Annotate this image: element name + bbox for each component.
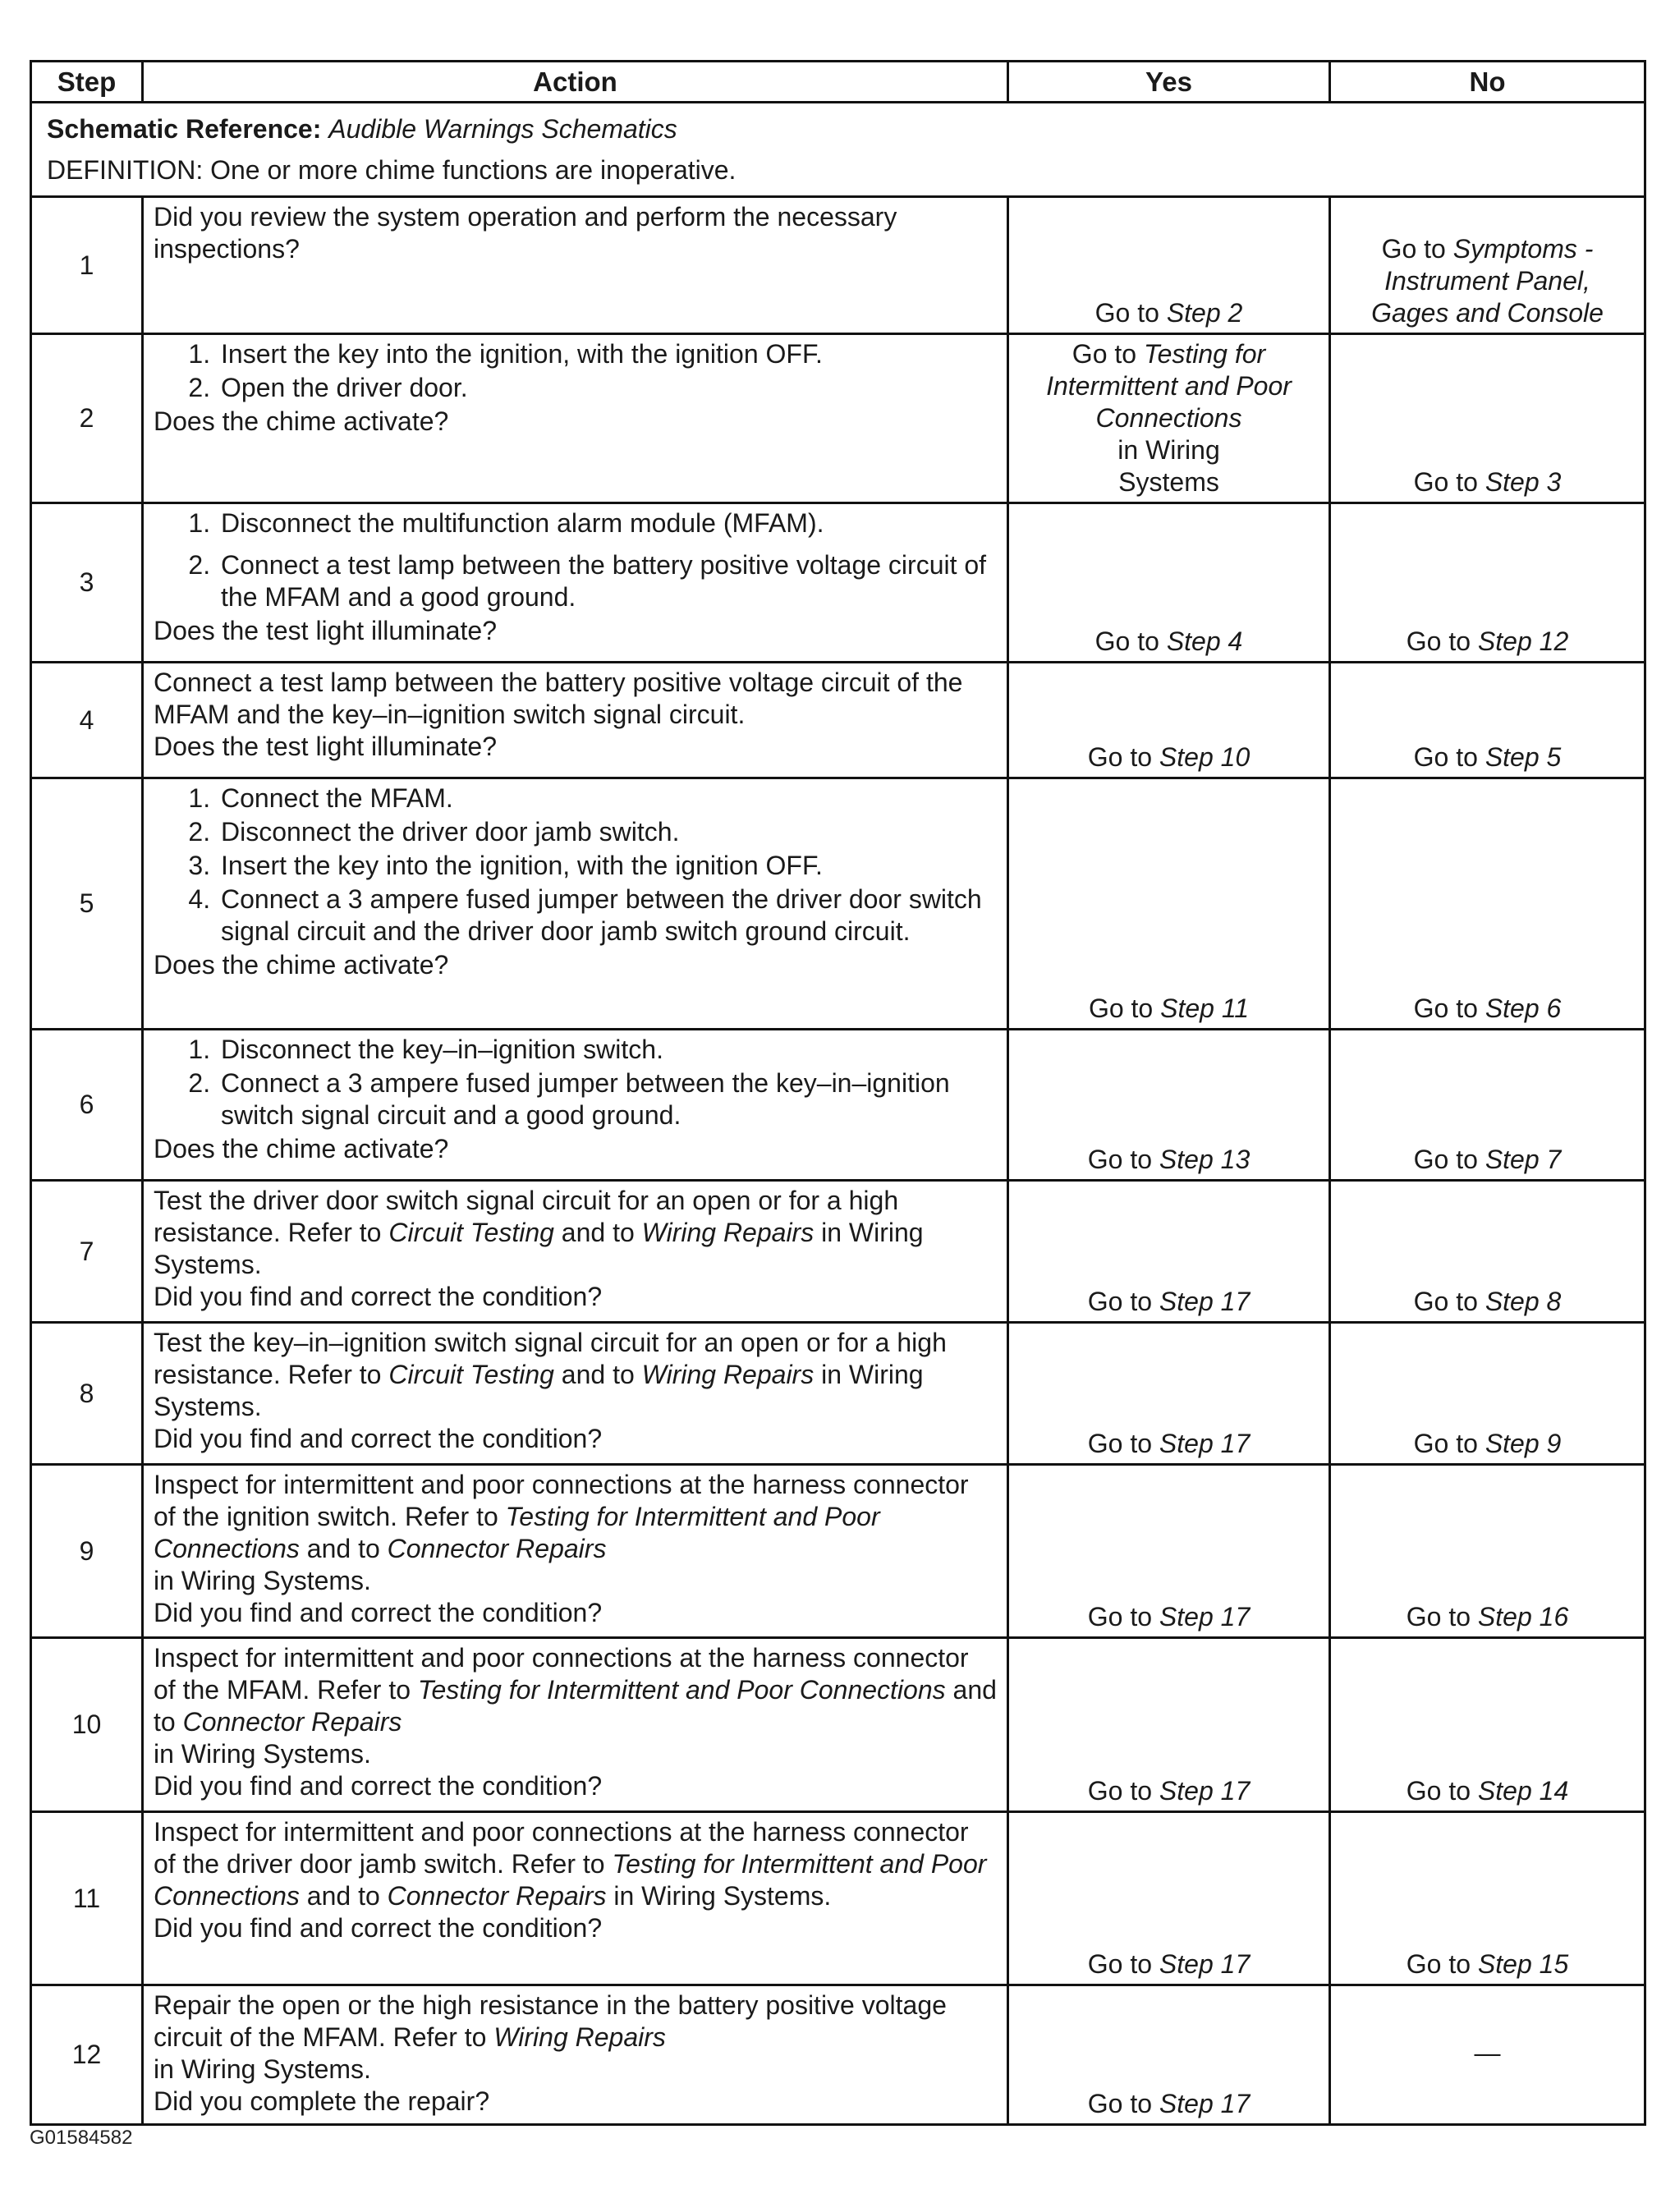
action-text: Test the driver door switch signal circuit for an open or for a high resistance. Refer to Circuit Testing and to Wiring Repairs in Wiring Systems. [154,1186,924,1279]
no-link[interactable]: Step 5 [1485,742,1562,772]
substep: 2. Disconnect the driver door jamb switch. [218,816,997,848]
action-question: Did you find and correct the condition? [154,1913,603,1943]
substep: 1. Connect the MFAM. [218,782,997,815]
yes-link[interactable]: Step 11 [1160,994,1250,1023]
yes-cell: Go to Step 17 [1008,1323,1330,1465]
no-link[interactable]: Step 6 [1485,994,1562,1023]
action-question: Does the test light illuminate? [154,616,497,645]
reference-link[interactable]: Wiring Repairs [493,2022,666,2052]
no-cell: Go to Step 16 [1330,1465,1645,1638]
yes-link[interactable]: Step 2 [1166,298,1243,328]
action-text: Inspect for intermittent and poor connections at the harness connector of the driver door jamb switch. Refer to Testing for Intermittent and Poor Connections and to Connector Repairs in Wiring Systems. [154,1817,987,1911]
action-question: Does the chime activate? [154,1134,449,1163]
definition: DEFINITION: One or more chime functions are inoperative. [47,155,737,185]
substep: 1. Disconnect the key–in–ignition switch. [218,1034,997,1066]
yes-link[interactable]: Step 10 [1159,742,1251,772]
action-cell [143,334,1008,503]
action-cell: Inspect for intermittent and poor connections at the harness connector of the ignition switch. Refer to Testing for Intermittent and Poor Connections and to Connector Repairs in Wiring Systems. Did you find and correct the condition? [143,1465,1008,1638]
no-cell: Go to Step 14 [1330,1638,1645,1812]
no-link[interactable]: Step 12 [1477,626,1569,656]
table-row [31,1985,1645,2125]
action-cell [143,1181,1008,1323]
table-row [31,778,1645,1030]
step-number: 1 [31,197,143,334]
yes-cell: Go to Step 11 [1008,778,1330,1030]
action-text: Inspect for intermittent and poor connections at the harness connector of the ignition switch. Refer to Testing for Intermittent and Poor Connections and to Connector Repairs [154,1470,969,1563]
no-cell: Go to Symptoms - Instrument Panel, Gages and Console [1330,197,1645,334]
table-row [31,1812,1645,1985]
substep: 2. Connect a 3 ampere fused jumper between the key–in–ignition switch signal circuit and a good ground. [218,1067,997,1131]
no-link[interactable]: Symptoms - [1452,234,1594,264]
figure-id: G01584582 [30,2127,133,2149]
substep: 2. Connect a test lamp between the battery positive voltage circuit of the MFAM and a good ground. [218,549,997,613]
no-link[interactable]: Step 7 [1485,1145,1562,1174]
table-row [31,1030,1645,1181]
no-link[interactable]: Step 9 [1485,1429,1562,1458]
no-link-cont[interactable]: Instrument Panel, [1384,266,1590,296]
action-cell [143,1812,1008,1985]
action-question: Does the chime activate? [154,406,449,436]
schematic-reference-cell [31,103,1645,197]
yes-link[interactable]: Step 17 [1159,1949,1251,1979]
yes-link[interactable]: Step 17 [1159,1429,1251,1458]
substep-list [154,782,997,948]
no-cell: Go to Step 7 [1330,1030,1645,1181]
table-row [31,1638,1645,1812]
action-text: Test the key–in–ignition switch signal circuit for an open or for a high resistance. Refer to Circuit Testing and to Wiring Repairs in Wiring Systems. [154,1328,947,1421]
yes-link[interactable]: Step 17 [1159,1776,1251,1806]
step-number: 9 [31,1465,143,1638]
schematic-label: Schematic Reference: [47,114,322,144]
table-row [31,1323,1645,1465]
yes-cell: Go to Step 2 [1008,197,1330,334]
yes-cell: Go to Step 17 [1008,1812,1330,1985]
reference-link[interactable]: Connector Repairs [387,1881,607,1911]
action-question: Does the test light illuminate? [154,732,497,761]
step-number: 5 [31,778,143,1030]
yes-cell: Go to Testing for Intermittent and Poor Connections in Wiring Systems [1008,334,1330,503]
yes-link-cont[interactable]: Intermittent and Poor [1046,371,1292,401]
action-question: Does the chime activate? [154,950,449,980]
yes-link[interactable]: Step 13 [1159,1145,1251,1174]
step-number: 10 [31,1638,143,1812]
substep: 4. Connect a 3 ampere fused jumper between the driver door switch signal circuit and the driver door jamb switch ground circuit. [218,883,997,948]
step-number: 6 [31,1030,143,1181]
header-yes: Yes [1008,62,1330,103]
substep: 1. Insert the key into the ignition, with the ignition OFF. [218,338,997,370]
table-row [31,503,1645,663]
step-number: 2 [31,334,143,503]
action-cell [143,778,1008,1030]
reference-link[interactable]: Testing for Intermittent and Poor Connections [154,1502,880,1563]
table-row [31,334,1645,503]
table-row [31,1465,1645,1638]
no-link[interactable]: Step 16 [1477,1602,1569,1631]
step-number: 11 [31,1812,143,1985]
table-row [31,663,1645,778]
yes-link[interactable]: Testing for [1143,339,1266,369]
table-header-row [31,62,1645,103]
step-number: 3 [31,503,143,663]
schematic-reference [47,108,1629,149]
table-row [31,197,1645,334]
reference-link[interactable]: Wiring Repairs [641,1218,815,1247]
no-cell: Go to Step 8 [1330,1181,1645,1323]
action-cell: Repair the open or the high resistance in the battery positive voltage circuit of the MFAM. Refer to Wiring Repairs in Wiring Systems. Did you complete the repair? [143,1985,1008,2125]
reference-link[interactable]: Wiring Repairs [641,1360,815,1389]
yes-link[interactable]: Step 17 [1159,1602,1251,1631]
reference-link[interactable]: Testing for Intermittent and Poor Connections [417,1675,946,1705]
no-link[interactable]: Step 14 [1477,1776,1569,1806]
action-question: Did you complete the repair? [154,2086,490,2116]
substep-list [154,1034,997,1131]
substep: 2. Open the driver door. [218,372,997,404]
no-link-cont[interactable]: Gages and Console [1371,298,1604,328]
yes-cell: Go to Step 17 [1008,1985,1330,2125]
action-cell [143,503,1008,663]
substep-list [154,507,997,613]
reference-link[interactable]: Testing for Intermittent and Poor Connections [154,1849,987,1911]
action-question: Did you find and correct the condition? [154,1424,603,1453]
yes-cell: Go to Step 17 [1008,1465,1330,1638]
schematic-reference-row [31,103,1645,197]
yes-cell: Go to Step 17 [1008,1638,1330,1812]
action-cell [143,663,1008,778]
action-cell: Inspect for intermittent and poor connections at the harness connector of the MFAM. Refer to Testing for Intermittent and Poor Connections and to Connector Repairs in Wiring Systems. Did you find and correct the condition? [143,1638,1008,1812]
action-text: Repair the open or the high resistance in the battery positive voltage circuit of the MFAM. Refer to Wiring Repairs [154,1990,947,2052]
yes-link[interactable]: Step 4 [1166,626,1243,656]
action-question: Did you review the system operation and perform the necessary inspections? [154,202,897,264]
table-row [31,1181,1645,1323]
no-link[interactable]: Step 15 [1477,1949,1569,1979]
header-no: No [1330,62,1645,103]
no-cell: Go to Step 12 [1330,503,1645,663]
yes-link[interactable]: Step 17 [1159,1287,1251,1316]
diagnostic-table [30,60,1646,2126]
action-question: Did you find and correct the condition? [154,1282,603,1311]
substep-list [154,338,997,404]
header-action: Action [143,62,1008,103]
reference-link[interactable]: Connector Repairs [182,1707,402,1737]
action-cell [143,197,1008,334]
no-cell: Go to Step 5 [1330,663,1645,778]
no-link[interactable]: Step 3 [1485,467,1562,497]
yes-link[interactable]: Step 17 [1159,2089,1251,2118]
reference-link[interactable]: Circuit Testing [388,1360,554,1389]
yes-cell: Go to Step 13 [1008,1030,1330,1181]
action-cell [143,1030,1008,1181]
no-cell: — [1330,1985,1645,2125]
action-question: Did you find and correct the condition? [154,1771,603,1801]
step-number: 12 [31,1985,143,2125]
yes-link-cont[interactable]: Connections [1095,403,1242,433]
step-number: 8 [31,1323,143,1465]
step-number: 7 [31,1181,143,1323]
action-cell [143,1323,1008,1465]
schematic-link[interactable]: Audible Warnings Schematics [328,114,677,144]
yes-cell: Go to Step 17 [1008,1181,1330,1323]
no-cell: Go to Step 15 [1330,1812,1645,1985]
substep: 1. Disconnect the multifunction alarm module (MFAM). [218,507,997,539]
no-cell: Go to Step 9 [1330,1323,1645,1465]
no-cell: Go to Step 3 [1330,334,1645,503]
reference-link[interactable]: Circuit Testing [388,1218,554,1247]
reference-link[interactable]: Connector Repairs [387,1534,607,1563]
action-text: Connect a test lamp between the battery positive voltage circuit of the MFAM and the key–in–ignition switch signal circuit. [154,668,963,729]
yes-cell: Go to Step 4 [1008,503,1330,663]
step-number: 4 [31,663,143,778]
substep: 3. Insert the key into the ignition, with the ignition OFF. [218,850,997,882]
yes-cell: Go to Step 10 [1008,663,1330,778]
header-step: Step [31,62,143,103]
no-cell: Go to Step 6 [1330,778,1645,1030]
action-question: Did you find and correct the condition? [154,1598,603,1627]
action-text: Inspect for intermittent and poor connections at the harness connector of the MFAM. Refer to Testing for Intermittent and Poor Connections and to Connector Repairs [154,1643,997,1737]
no-link[interactable]: Step 8 [1485,1287,1562,1316]
